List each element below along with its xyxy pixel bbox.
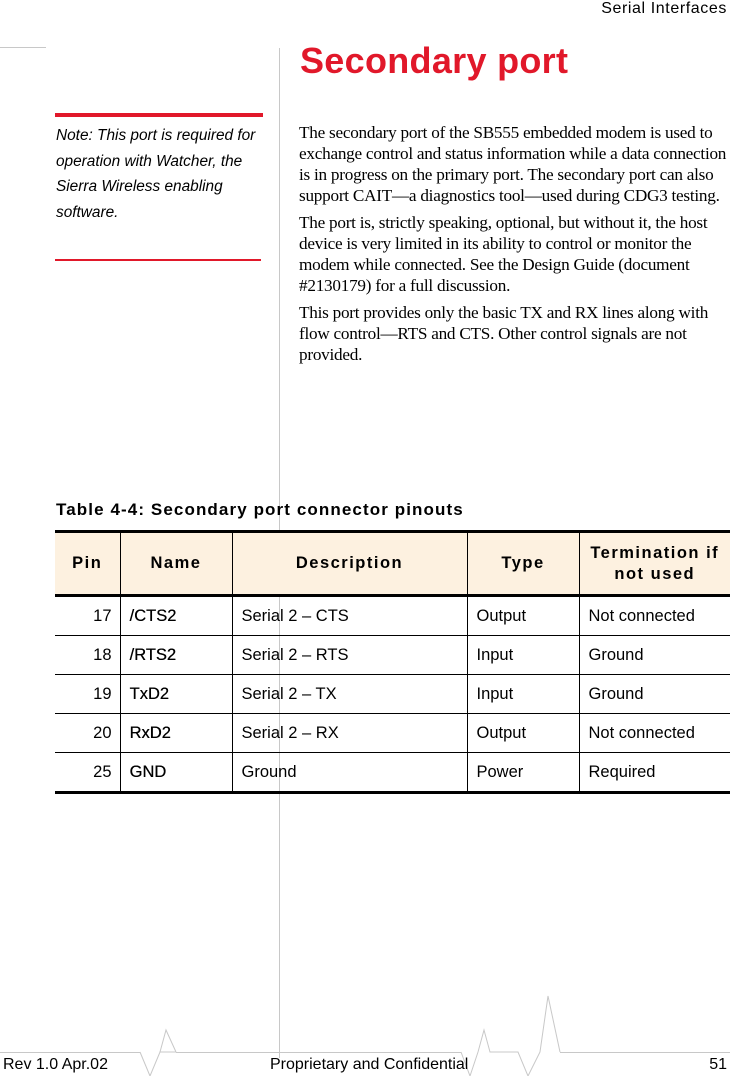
signal-name-cell: /RTS2 — [120, 636, 232, 675]
footer-rule — [176, 1052, 461, 1053]
signal-name-cell: RxD2 — [120, 714, 232, 753]
footer-revision: Rev 1.0 Apr.02 — [3, 1056, 108, 1073]
type-cell: Power — [467, 753, 579, 793]
pin-cell: 18 — [55, 636, 120, 675]
type-cell: Output — [467, 596, 579, 636]
signal-name-cell: /CTS2 — [120, 596, 232, 636]
table-caption: Table 4-4: Secondary port connector pinouts — [56, 500, 464, 519]
table-row — [55, 636, 730, 675]
termination-cell: Not connected — [579, 596, 730, 636]
termination-cell: Ground — [579, 675, 730, 714]
pin-cell: 19 — [55, 675, 120, 714]
column-header-name: Name — [120, 532, 232, 596]
description-cell: Ground — [232, 753, 467, 793]
table-header-row — [55, 532, 730, 596]
page-number: 51 — [709, 1056, 727, 1073]
termination-cell: Ground — [579, 636, 730, 675]
table-row — [55, 675, 730, 714]
type-cell: Input — [467, 675, 579, 714]
section-title: Secondary port — [300, 40, 569, 81]
pin-cell: 20 — [55, 714, 120, 753]
side-note: Note: This port is required for operation with Watcher, the Sierra Wireless enabling software. — [56, 127, 256, 221]
body-paragraph: The secondary port of the SB555 embedded modem is used to exchange control and status information while a data connection is in progress on the primary port. The secondary port can also support CAIT—a diagnostics tool—used during CDG3 testing. — [299, 123, 727, 205]
pinout-table — [55, 530, 730, 794]
termination-cell: Not connected — [579, 714, 730, 753]
running-header: Serial Interfaces — [601, 0, 727, 17]
footer-confidentiality: Proprietary and Confidential — [270, 1056, 469, 1073]
column-header-pin: Pin — [55, 532, 120, 596]
description-cell: Serial 2 – RX — [232, 714, 467, 753]
signal-name-cell: GND — [120, 753, 232, 793]
column-header-termination: Termination if not used — [579, 532, 730, 596]
signal-name-cell: TxD2 — [120, 675, 232, 714]
table-row — [55, 596, 730, 636]
note-top-rule — [55, 113, 263, 117]
column-header-description: Description — [232, 532, 467, 596]
table-row — [55, 714, 730, 753]
footer-rule — [560, 1052, 730, 1053]
column-header-type: Type — [467, 532, 579, 596]
termination-cell: Required — [579, 753, 730, 793]
header-rule — [0, 47, 46, 48]
body-text — [299, 122, 729, 371]
description-cell: Serial 2 – RTS — [232, 636, 467, 675]
pin-cell: 25 — [55, 753, 120, 793]
type-cell: Input — [467, 636, 579, 675]
description-cell: Serial 2 – TX — [232, 675, 467, 714]
pin-cell: 17 — [93, 606, 112, 625]
note-bottom-rule — [55, 259, 261, 261]
type-cell: Output — [467, 714, 579, 753]
table-row — [55, 753, 730, 793]
footer-rule — [0, 1052, 140, 1053]
description-cell: Serial 2 – CTS — [232, 596, 467, 636]
body-paragraph: The port is, strictly speaking, optional, but without it, the host device is very limited in its ability to control or monitor the modem while connected. See the Design Guide (document #2130179) for a full discussion. — [299, 213, 708, 295]
body-paragraph: This port provides only the basic TX and RX lines along with flow control—RTS and CTS. Other control signals are not provided. — [299, 303, 709, 364]
